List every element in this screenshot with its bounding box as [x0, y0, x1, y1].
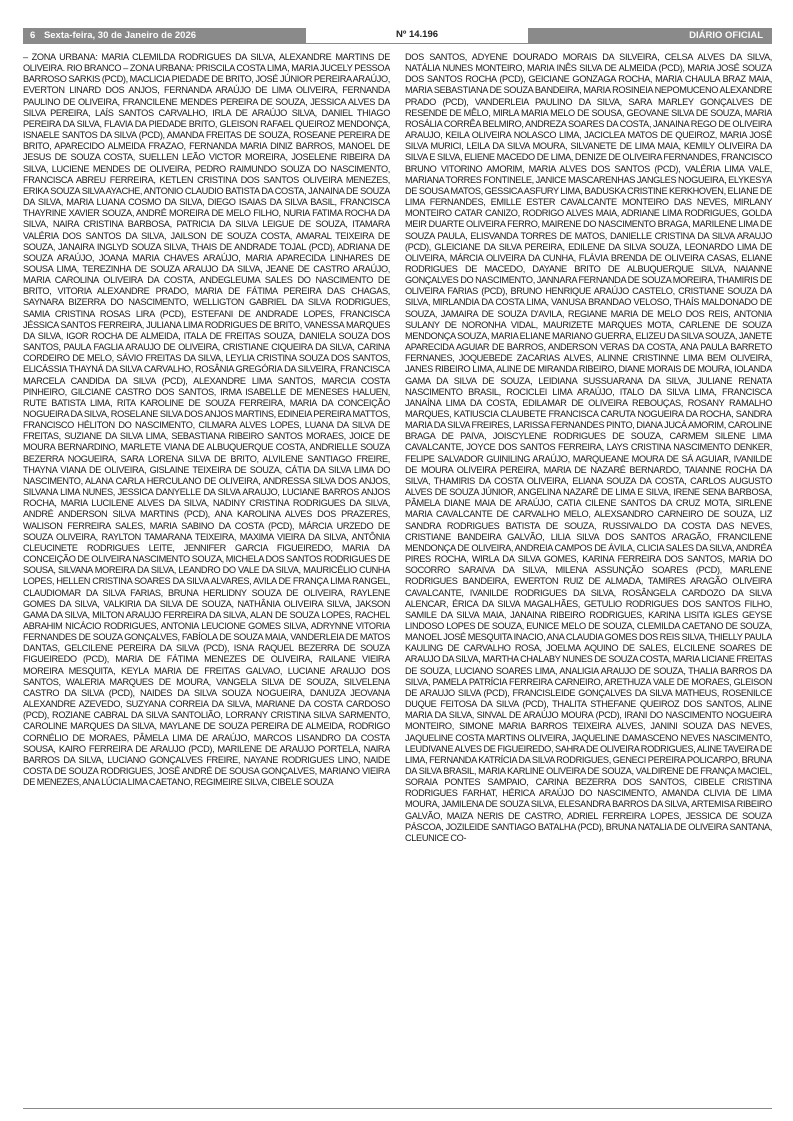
- page-header: [23, 28, 772, 44]
- text-column-right: [405, 52, 772, 1110]
- name-list-right: DOS SANTOS, ADYENE DOURADO MORAIS DA SILVEIRA, CELSA ALVES DA SILVA, NATÁLIA NUNES MONTEIRO, MARIA INÊS SILVA DE ALMEIDA (PCD), MARIA JOSÉ SOUZA DOS SANTOS ROCHA (PCD), GEICIANE GONZAGA ROCHA, MARIA CHAULA BRAZ MAIA, MARIA SEBASTIANA DE SOUZA BANDEIRA, MARIA ROSINEIA NEPOMUCENO ALEXANDRE PRADO (PCD), VANDERLEIA PAULINO DA SILVA, SARA MARLEY GONÇALVES DE RESENDE DE MÊLO, MIRLA MARIA MELO DE SOUSA, GEOVANE SILVA DE SOUZA, MARIA ROSÁLIA CORRÊA BELMIRO, ANDREZA SOARES DA COSTA, JANAINA REGO DE OLIVEIRA ARAUJO, KEILA OLIVEIRA NOLASCO LIMA, JACICLEA MATOS DE QUEIROZ, MARIA JOSÉ SILVA MURICI, LEILA DA SILVA MOURA, SILVANETE DE LIMA MAIA, KEMILY OLIVEIRA DA SILVA E SILVA, ELIENE MACEDO DE LIMA, DENIZE DE OLIVEIRA FERNANDES, FRANCISCO BRUNO VITORINO AMORIM, MARIA ALVES DOS SANTOS (PCD), VALÉRIA LIMA VALE, MARIANA TORRES FONTINELE, JANICE MASCARENHAS JANGLES NOGUEIRA, ELYKESYA DE SOUSA MATOS, GESSICA ASFURY LIMA, BADUSKA CRISTINE KERKHOVEN, ELIANE DE LIMA FERNANDES, EMILLE ESTER CAVALCANTE MONTEIRO DAS NEVES, MIRLANY MONTEIRO CATAR CANIZO, RODRIGO ALVES MAIA, ADRIANE LIMA RODRIGUES, GOLDA MEIR DUARTE OLIVEIRA FERRO, MAIRENE DO NASCIMENTO BRAGA, MARILENE LIMA DE SOUZA PAULA, ELISVANDA TORRES DE MATOS, DANIELLE CRISTINA DA SILVA ARAUJO (PCD), GLEICIANE DA SILVA PEREIRA, EDILENE DA SILVA SOUZA, LEONARDO LIMA DE OLIVEIRA, MÁRCIA OLIVEIRA DA CUNHA, FLÁVIA BRENDA DE OLIVEIRA CASAS, ELIANE RODRIGUES DE MACEDO, DAYANE BRITO DE ALBUQUERQUE SILVA, NAIANNE GONÇALVES DO NASCIMENTO, JANNARA FERNANDA DE SOUZA MOREIRA, THAMIRIS DE OLIVEIRA FARIAS (PCD), BRUNO HENRIQUE ARAÚJO CASTELO, CRISTIANE SOUZA DA SILVA, MIRLANDIA DA COSTA LIMA, VANUSA BRANDAO VELOSO, THAÍS MALDONADO DE SOUZA, JAMAIRA DE SOUZA D'AVILA, REGIANE MARIA DE MELO DOS REIS, ANTONIA SULANY DE NORONHA VIDAL, MAURIZETE MARQUES MOTA, CARLENE DE SOUZA MENDONÇA SOUZA, MARIA ELIANE MARIANO GUERRA, ELIZEU DA SILVA SOUZA, JANETE APARECIDA AGUIAR DE BARROS, ANDERSON VERAS DA COSTA, ANA PAULA BARRETO FERNANES, JOQUEBEDE ZACARIAS ALVES, ALINNE CRISTINNE LIMA BEM OLIVEIRA, JANES RIBEIRO LIMA, ALINE DE MIRANDA RIBEIRO, DIANE MORAIS DE MOURA, IOLANDA GAMA DA SILVA DE SOUZA, LEIDIANA SUSSUARANA DA SILVA, JULIANE RENATA NASCIMENTO BRASIL, ROCICLEI LIMA ARAÚJO, ITALO DA SILVA LIMA, FRANCISCA JANAÍNA LIMA DA COSTA, EDILAMAR DE OLIVEIRA REBOUÇAS, ROSANY RAMALHO MARQUES, KATIUSCIA CLAUBETE FRANCISCA CARUTA NOGUEIRA DA ROCHA, SANDRA MARIA DA SILVA FREIRES, LARISSA FERNANDES PINTO, DIANA JUCÁ AMORIM, CAROLINE BRAGA DE PAIVA, JOISCYLENE RODRIGUES DE SOUZA, CARMEM SILENE LIMA CAVALCANTE, JOYCE DOS SANTOS FERREIRA, LAYS CRISTINA NASCIMENTO DENKER, FELIPE SALVADOR GUINILING ARAÚJO, MARQUEANE MOURA DE SÁ AGUIAR, IVANILDE DE MOURA OLIVEIRA PEREIRA, MARIA DE NAZARÉ BERNARDO, TAIANNE ROCHA DA SILVA, THAMIRIS DA COSTA OLIVEIRA, ELIANA SOUZA DA COSTA, CARLOS AUGUSTO ALVES DE SOUZA JÚNIOR, ANGELINA NAZARÉ DE LIMA E SILVA, IRENE SENA BARBOSA, PÂMELA DIANE MAIA DE ARAÚJO, CATIA CILENE SANTOS DA CRUZ MOTA, SIRLENE MARIA CAVALCANTE DE CARVALHO MELO, ALEXSANDRO CARNEIRO DE SOUZA, LIZ SANDRA RODRIGUES BATISTA DE SOUZA, RUSSIVALDO DA COSTA DAS NEVES, CRISTIANE BANDEIRA GALVÃO, LILIA SILVA DOS SANTOS ARAGÃO, FRANCILENE MENDONÇA DE OLIVEIRA, ANDREIA CAMPOS DE ÁVILA, CLICIA SALES DA SILVA, ANDRÉA PIRES ROCHA, WIRLA DA SILVA GOMES, KARINA FERREIRA DOS SANTOS, MARIA DO SOCORRO SARAIVA DA SILVA, MILENA ASSUNÇÃO SOARES (PCD), MARLENE RODRIGUES BANDEIRA, EWERTON RUIZ DE ALMADA, TAMIRES ARAGÃO OLIVEIRA CAVALCANTE, IVANILDE RODRIGUES DA SILVA, ROSÂNGELA CARDOZO DA SILVA ALENCAR, ÉRICA DA SILVA MAGALHÃES, GETULIO RODRIGUES DOS SANTOS FILHO, SAMILE DA SILVA MAIA, JANAINA RIBEIRO RODRIGUES, KARINA LISITA IGLES GEYSE LINDOSO LOPES DE SOUZA, EUNICE MELO DE SOUZA, CLEMILDA CAETANO DE SOUZA, MANOEL JOSÉ MESQUITA INACIO, ANA CLAUDIA GOMES DOS REIS SILVA, THIELLY PAULA KAULING DE CARVALHO ROSA, JOELMA AQUINO DE SALES, ELCILENE SOARES DE ARAUJO DA SILVA, MARTHA CHALABY NUNES DE SOUZA COSTA, MARIA LICIANE FREITAS DE SOUZA, LUCIANO SOARES LIMA, ANALIGIA ARAUJO DE SOUZA, THALIA BARROS DA SILVA, PAMELA PATRÍCIA FERREIRA CARNEIRO, ARETHUZA VALE DE MORAES, GLEISON DE ARAUJO SILVA (PCD), FRANCISLEIDE GONÇALVES DA SILVA MATHEUS, ROSENILCE DUQUE FEITOSA DA SILVA (PCD), THALITA STHEFANE QUEIROZ DOS SANTOS, ALINE MARIA DA SILVA, SINVAL DE ARAÚJO MOURA (PCD), IRANI DO NASCIMENTO NOGUEIRA MONTEIRO, SIMONE MARIA BARROS TEIXEIRA ALVES, JANINI SOUZA DAS NEVES, JAQUELINE COSTA MARTINS OLIVEIRA, JAQUELINE DAMASCENO NEVES NASCIMENTO, LEUDIVANE ALVES DE FIGUEIREDO, SAHRA DE OLIVEIRA RODRIGUES, ALINE TAVEIRA DE LIMA, FERNANDA KATRÍCIA DA SILVA RODRIGUES, GENECI PEREIRA POLICARPO, BRUNA DA SILVA BRASIL, MARIA KARLINE OLIVEIRA DE SOUZA, VALDIRENE DE FRANÇA MACIEL, SORAIA PONTES SAMPAIO, CARINA BEZERRA DOS SANTOS, CIBELE CRISTINA RODRIGUES FARHAT, HÉRICA ARAÚJO DO NASCIMENTO, AMANDA CLIVIA DE LIMA MOURA, JAMILENA DE SOUZA SILVA, ELESANDRA BARROS DA SILVA, ARTEMISA RIBEIRO GALVÃO, MAIZA NERIS DE CASTRO, ADRIEL FERREIRA LOPES, JESSICA DE SOUZA PÁSCOA, JOZILEIDE SANTIAGO BATALHA (PCD), BRUNA NATALIA DE OLIVEIRA SANTANA, CLEUNICE CO-: [405, 52, 772, 843]
- text-column-left: [23, 52, 390, 1110]
- edition-number: Nº 14.196: [306, 28, 528, 44]
- page: [23, 28, 772, 843]
- page-number: 6: [30, 30, 36, 41]
- name-list-left: – ZONA URBANA: MARIA CLEMILDA RODRIGUES DA SILVA, ALEXANDRE MARTINS DE OLIVEIRA. RIO BRANCO – ZONA URBANA: PRISCILA COSTA LIMA, MARIA JUCELY PESSOA BARROSO SARKIS (PCD), MACLICIA PIEDADE DE BRITO, JOSÉ JÚNIOR PEREIRA ARAÚJO, EVERTON LINARD DOS ANJOS, FERNANDA ARAÚJO DE LIMA OLIVEIRA, FERNANDA PAULINO DE OLIVEIRA, FRANCILENE MENDES PEREIRA DE SOUZA, JESSICA ALVES DA SILVA PEREIRA, LAÍS SANTOS CARVALHO, IRLA DE ARAÚJO SILVA, DANIEL THIAGO PEREIRA DA SILVA, FLAVIA DA PIEDADE BRITO, GLEISON RAFAEL QUEIROZ MENDONÇA, ISNAELE SANTOS DA SILVA (PCD), AMANDA FREITAS DE SOUZA, ROSEANE PEREIRA DE BRITO, APARECIDO ALMEIDA FRAZAO, FERNANDA MARIA DINIZ BARROS, MANOEL DE JESUS DE SOUZA COSTA, SUELLEN LEÃO VICTOR MOREIRA, JOSELENE RIBEIRA DA SILVA, LUCIENE MENDES DE OLIVEIRA, PEDRO RAIMUNDO SOUZA DO NASCIMENTO, FRANCISCA ABREU FERREIRA, KETLEN CRISTINA DOS SANTOS OLIVEIRA MENEZES, ERIKA SOUZA SILVA AYACHE, ANTONIO CLAUDIO BATISTA DA COSTA, JANAINA DE SOUZA DA SILVA, MARIA LUANA COSMO DA SILVA, DIEGO ISAIAS DA SILVA BASIL, FRANCISCA THAYRINE XAVIER SOUZA, ANDRÉ MOREIRA DE MELO FILHO, NURIA FATIMA ROCHA DA SILVA, NAIRA CRISTINA BARBOSA, PATRICIA DA SILVA LEIGUE DE SOUZA, ITAMARA VALÉRIA DOS SANTOS DA SILVA, JAILSON DE SOUZA COSTA, AMARAL TEIXEIRA DE SOUZA, JANAIRA INGLYD SOUZA SILVA, THAIS DE ANDRADE TOJAL (PCD), ADRIANA DE SOUZA ARAÚJO, JOANA MARIA CHAVES ARAÚJO, MARIA APARECIDA LINHARES DE SOUSA LIMA, TEREZINHA DE SOUZA ARAUJO DA SILVA, JEANE DE CASTRO ARAÚJO, MARIA CAROLINA OLIVEIRA DA COSTA, ANDEGLEUMA SALES DO NASCIMENTO DE BRITO, VITORIA ALEXANDRE PRADO, MARIA DE FÁTIMA PEREIRA DAS CHAGAS, SAYNARA BIZERRA DO NASCIMENTO, WELLIGTON GABRIEL DA SILVA RODRIGUES, SAMIA CRISTINA ROSAS LIRA (PCD), ESTEFANI DE ANDRADE LOPES, FRANCISCA JÉSSICA SANTOS FERREIRA, JULIANA LIMA RODRIGUES DE BRITO, VANESSA MARQUES DA SILVA, IGOR ROCHA DE ALMEIDA, ITALA DE FREITAS SOUZA, DANIELA SOUZA DOS SANTOS, PAULA FAGLIA ARAUJO DE OLIVEIRA, CRISTIANE CIQUEIRA DA SILVA, CARINA CORDEIRO DE MELO, SÁVIO FREITAS DA SILVA, LEYLIA CRISTINA SOUZA DOS SANTOS, ELICÁSSIA THAYNÁ DA SILVA CARVALHO, ROSÂNIA GREGÓRIA DA SILVEIRA, FRANCISCA MARCELA CANDIDA DA SILVA (PCD), ALEXANDRE LIMA SANTOS, MARCIA COSTA PINHEIRO, GILCIANE CASTRO DOS SANTOS, IRMA ISABELLE DE MENESES HALUEN, RUTE BATISTA LIMA, RITA KAROLINE DE SOUZA FERREIRA, MARIA DA CONCEIÇÃO NOGUEIRA DA SILVA, ROSELANE SILVA DOS ANJOS MARTINS, EDINEIA PEREIRA MATTOS, FRANCISCO HÉLITON DO NASCIMENTO, CILMARA ALVES LOPES, LUANA DA SILVA DE FREITAS, SUZIANE DA SILVA LIMA, SEBASTIANA RIBEIRO SANTOS MORAES, JOICE DE MOURA BERNARDINO, MARLETE VIANA DE ALBUQUERQUE COSTA, ANDRIELLE SOUZA BEZERRA NOGUEIRA, SARA LORENA SILVA DE BRITO, ALVILENE SANTIAGO FREIRE, THAYNA VIANA DE OLIVEIRA, GISLAINE TEIXEIRA DE SOUZA, CÁTIA DA SILVA LIMA DO NASCIMENTO, ALANA CARLA HERCULANO DE OLIVEIRA, ANDRESSA SILVA DOS ANJOS, SILVANA LIMA NUNES, JESSICA DANYELLE DA SILVA ARAUJO, LUCIANE BARROS ANJOS ROCHA, MARIA LUCILENE ALVES DA SILVA, NADINY CRISTINA RODRIGUES DA SILVA, ANDRÉ ANDERSON SILVA MARTINS (PCD), ANA KAROLINA ALVES DOS PRAZERES, WALISON FERREIRA SALES, MARIA SABINO DA COSTA (PCD), MÁRCIA URZEDO DE SOUZA OLIVEIRA, RAYLTON TAMARANA TEIXEIRA, MAXIMA VIEIRA DA SILVA, ANTÔNIA CLEUCINETE RODRIGUES LEITE, JENNIFER GARCIA FIGUEIREDO, MARIA DA CONCEIÇÃO DE OLIVEIRA NASCIMENTO SOUZA, MICHELA DOS SANTOS RODRIGUES DE SOUSA, SILVANA MOREIRA DA SILVA, LEANDRO DO VALE DA SILVA, MAURICÉLIO CUNHA LOPES, HELLEN CRISTINA SOARES DA SILVA ALVARES, AVILA DE FRANÇA LIMA RANGEL, CLAUDIOMAR DA SILVA FARIAS, BRUNA HERLIDNY SOUZA DE OLIVEIRA, RAYLENE GOMES DA SILVA, VALKIRIA DA SILVA DE SOUZA, NATHÂNIA OLIVEIRA SILVA, JAKSON GAMA DA SILVA, MILTON ARAUJO FERREIRA DA SILVA, ALAN DE SOUZA LOPES, RACHEL ABRAHIM NICÁCIO RODRIGUES, ANTONIA LEUCIONE GOMES SILVA, ADRYNNE VITORIA FERNANDES DE SOUZA GONÇALVES, FABÍOLA DE SOUZA MAIA, VANDERLEIA DE MATOS DANTAS, GELCILENE PEREIRA DA SILVA (PCD), ISNA RAQUEL BEZERRA DE SOUZA FIGUEIREDO (PCD), MARIA DE FÁTIMA MENEZES DE OLIVEIRA, RAILANE VIEIRA MOREIRA MESQUITA, KEYLA MARIA DE FREITAS GALVAO, LUCIANE ARAUJO DOS SANTOS, WALERIA MARQUES DE MOURA, VANGELA SILVA DE SOUZA, SILVELENA CASTRO DA SILVA (PCD), NAIDES DA SILVA SOUZA NOGUEIRA, DANUZA JEOVANA ALEXANDRE AZEVEDO, SUZYANA CORREIA DA SILVA, MARIANE DA COSTA CARDOSO (PCD), ROZIANE CABRAL DA SILVA SANTOLIÃO, LORRANY CRISTINA SILVA SARMENTO, CAROLINE MARQUES DA SILVA, MAYLANE DE SOUZA PEREIRA DE ALMEIDA, RODRIGO CORNÉLIO DE MORAES, PÂMELA LIMA DE ARAÚJO, MARCOS LISANDRO DA COSTA SOUSA, KAIRO FERREIRA DE ARAUJO (PCD), MARILENE DE ARAUJO PORTELA, NAIRA BARROS DA SILVA, LUCIANO GONÇALVES FREIRE, NAYANE RODRIGUES LINO, NAIDE COSTA DE SOUZA RODRIGUES, JOSÉ ANDRÉ DE SOUSA GONÇALVES, MARIANO VIEIRA DE MENEZES, ANA LÚCIA LIMA CAETANO, REGIMEIRE SILVA, CIBELE SOUZA: [23, 52, 390, 788]
- footer-rule: [23, 1108, 772, 1109]
- header-left-band: [23, 28, 306, 44]
- article-columns: [23, 52, 772, 1110]
- publication-date: Sexta-feira, 30 de Janeiro de 2026: [43, 30, 197, 41]
- publication-title: DIÁRIO OFICIAL: [528, 28, 772, 44]
